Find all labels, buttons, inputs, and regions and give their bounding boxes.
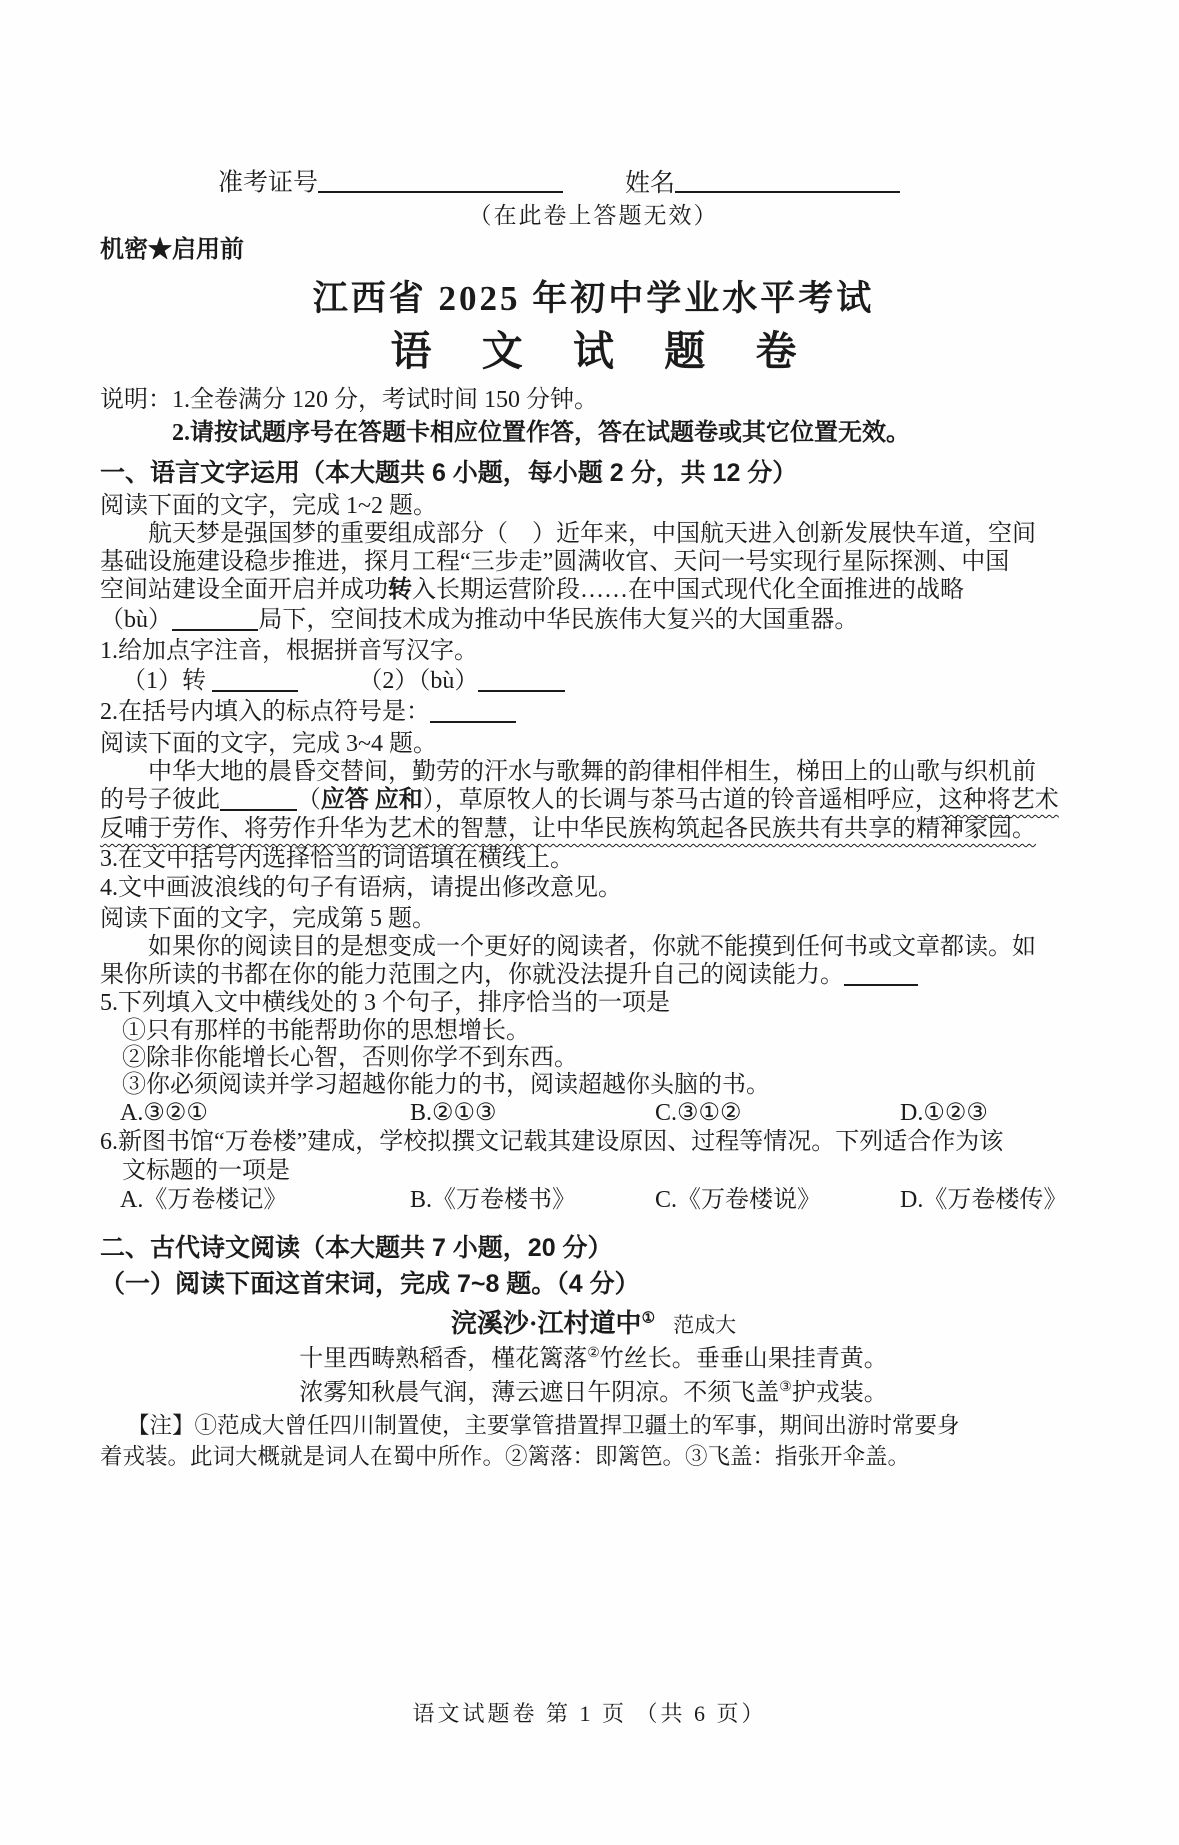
question-2	[100, 697, 1087, 728]
answer-blank	[212, 668, 298, 692]
section2-heading: 二、古代诗文阅读（本大题共 7 小题，20 分）	[100, 1234, 613, 1262]
option-d: D.《万卷楼传》	[900, 1187, 1068, 1213]
exam-title: 江西省 2025 年初中学业水平考试	[312, 279, 875, 318]
option-c: C.③①②	[655, 1100, 742, 1126]
text-segment: 应答 应和	[320, 787, 423, 813]
text-segment: 浣溪沙·江村道中	[450, 1309, 642, 1338]
option-a: A.③②①	[120, 1100, 208, 1126]
section1-heading: 一、语言文字运用（本大题共 6 小题，每小题 2 分，共 12 分）	[100, 459, 798, 487]
poem-line	[100, 1342, 1087, 1376]
text-segment: ②	[587, 1346, 600, 1361]
text-segment: ③	[779, 1380, 792, 1395]
section2-sub-heading: （一）阅读下面这首宋词，完成 7~8 题。（4 分）	[100, 1270, 640, 1298]
text-segment: ），草原牧人的长调与茶马古道的铃音遥相呼应，	[422, 787, 939, 813]
exam-number-blank	[318, 168, 563, 193]
poem-header	[100, 1307, 1087, 1342]
text-segment: 竹丝长。垂垂山果挂青黄。	[599, 1346, 888, 1372]
passage1-line	[100, 604, 1087, 637]
text-segment: 果你所读的书都在你的能力范围之内，你就没法提升自己的阅读能力。	[100, 962, 844, 988]
question-5-options	[100, 1099, 1087, 1128]
exam-number-label: 准考证号	[218, 169, 319, 197]
question-6-options	[100, 1186, 1087, 1215]
question-1-blanks	[100, 666, 1087, 697]
text-segment: 2.在括号内填入的标点符号是：	[100, 699, 430, 725]
answer-blank	[172, 607, 258, 631]
answer-blank	[844, 962, 918, 986]
option-a: A.《万卷楼记》	[120, 1187, 288, 1213]
passage2-line	[100, 786, 1087, 814]
text-segment: 浓雾知秋晨气润，薄云遮日午阴凉。不须飞盖	[299, 1380, 780, 1406]
reading-intro-2: 阅读下面的文字，完成 3~4 题。	[100, 731, 437, 757]
answer-invalid-note: （在此卷上答题无效）	[468, 203, 719, 228]
text-segment: 十里西畴熟稻香，槿花篱落	[299, 1346, 588, 1372]
question-3: 3.在文中括号内选择恰当的词语填在横线上。	[100, 846, 574, 872]
name-blank	[675, 168, 900, 193]
passage1-line	[100, 576, 1087, 604]
reading-intro-1: 阅读下面的文字，完成 1~2 题。	[100, 493, 437, 519]
page-footer: 语文试题卷 第 1 页 （共 6 页）	[412, 1701, 767, 1726]
passage1-line: 航天梦是强国梦的重要组成部分（ ）近年来，中国航天进入创新发展快车道，空间	[148, 521, 1036, 547]
passage3-line: 如果你的阅读目的是想变成一个更好的阅读者，你就不能摸到任何书或文章都读。如	[148, 934, 1036, 960]
text-segment: 转 •	[388, 576, 412, 604]
poem-note-line: 着戎装。此词大概就是词人在蜀中所作。②篱落：即篱笆。③飞盖：指张开伞盖。	[100, 1444, 911, 1469]
poem-title	[451, 1309, 655, 1338]
question-5-item: ③你必须阅读并学习超越你能力的书，阅读超越你头脑的书。	[122, 1072, 770, 1098]
question-5-item: ②除非你能增长心智，否则你学不到东西。	[122, 1045, 578, 1071]
question-6: 6.新图书馆“万卷楼”建成，学校拟撰文记载其建设原因、过程等情况。下列适合作为该	[100, 1129, 1004, 1155]
option-c: C.《万卷楼说》	[655, 1187, 822, 1213]
option-d: D.①②③	[900, 1100, 988, 1126]
passage1-line: 基础设施建设稳步推进，探月工程“三步走”圆满收官、天问一号实现行星际探测、中国	[100, 549, 1010, 575]
answer-blank	[220, 787, 297, 811]
exam-subtitle: 语 文 试 题 卷	[390, 328, 817, 374]
passage3-line	[100, 961, 1087, 989]
poem-line	[100, 1376, 1087, 1410]
option-b: B.②①③	[410, 1100, 497, 1126]
answer-blank	[430, 699, 516, 723]
question-5-item: ①只有那样的书能帮助你的思想增长。	[122, 1018, 530, 1044]
candidate-info-row	[218, 168, 1087, 202]
text-segment: 的号子彼此	[100, 787, 220, 813]
text-segment: 入长期运营阶段……在中国式现代化全面推进的战略	[412, 577, 964, 603]
reading-intro-3: 阅读下面的文字，完成第 5 题。	[100, 906, 436, 932]
question-4: 4.文中画波浪线的句子有语病，请提出修改意见。	[100, 875, 622, 901]
question-5: 5.下列填入文中横线处的 3 个句子，排序恰当的一项是	[100, 990, 670, 1016]
poem-note-line: 【注】①范成大曾任四川制置使，主要掌管措置捍卫疆土的军事，期间出游时常要身	[127, 1413, 960, 1438]
text-segment: （	[296, 787, 321, 813]
option-b: B.《万卷楼书》	[410, 1187, 577, 1213]
question-6-continued: 文标题的一项是	[122, 1158, 290, 1184]
instruction-line-2: 2.请按试题序号在答题卡相应位置作答，答在试题卷或其它位置无效。	[172, 420, 910, 446]
passage2-line	[100, 814, 1087, 845]
answer-blank	[478, 668, 564, 692]
poem-author: 范成大	[673, 1313, 737, 1337]
text-segment: 空间站建设全面开启并成功	[100, 577, 388, 603]
passage2-line: 中华大地的晨昏交替间，勤劳的汗水与歌舞的韵律相伴相生，梯田上的山歌与织机前	[148, 759, 1036, 785]
question-1: 1.给加点字注音，根据拼音写汉字。	[100, 638, 478, 664]
text-segment: （bù）	[100, 607, 172, 633]
text-segment: ①	[641, 1310, 656, 1327]
text-segment: （2）（bù）	[298, 668, 479, 694]
instruction-line-1: 说明：1.全卷满分 120 分，考试时间 150 分钟。	[100, 387, 598, 413]
secrecy-notice: 机密★启用前	[100, 236, 244, 263]
text-segment: 反哺于劳作、将劳作升华为艺术的智慧，让中华民族构筑起各民族共有共享的精神家园。	[100, 816, 1036, 842]
text-segment: 局下，空间技术成为推动中华民族伟大复兴的大国重器。	[258, 607, 859, 633]
name-label: 姓名	[625, 169, 676, 197]
text-segment: 护戎装。	[791, 1380, 888, 1406]
text-segment: 这种将艺术	[938, 787, 1059, 813]
text-segment: （1）转	[122, 668, 212, 694]
